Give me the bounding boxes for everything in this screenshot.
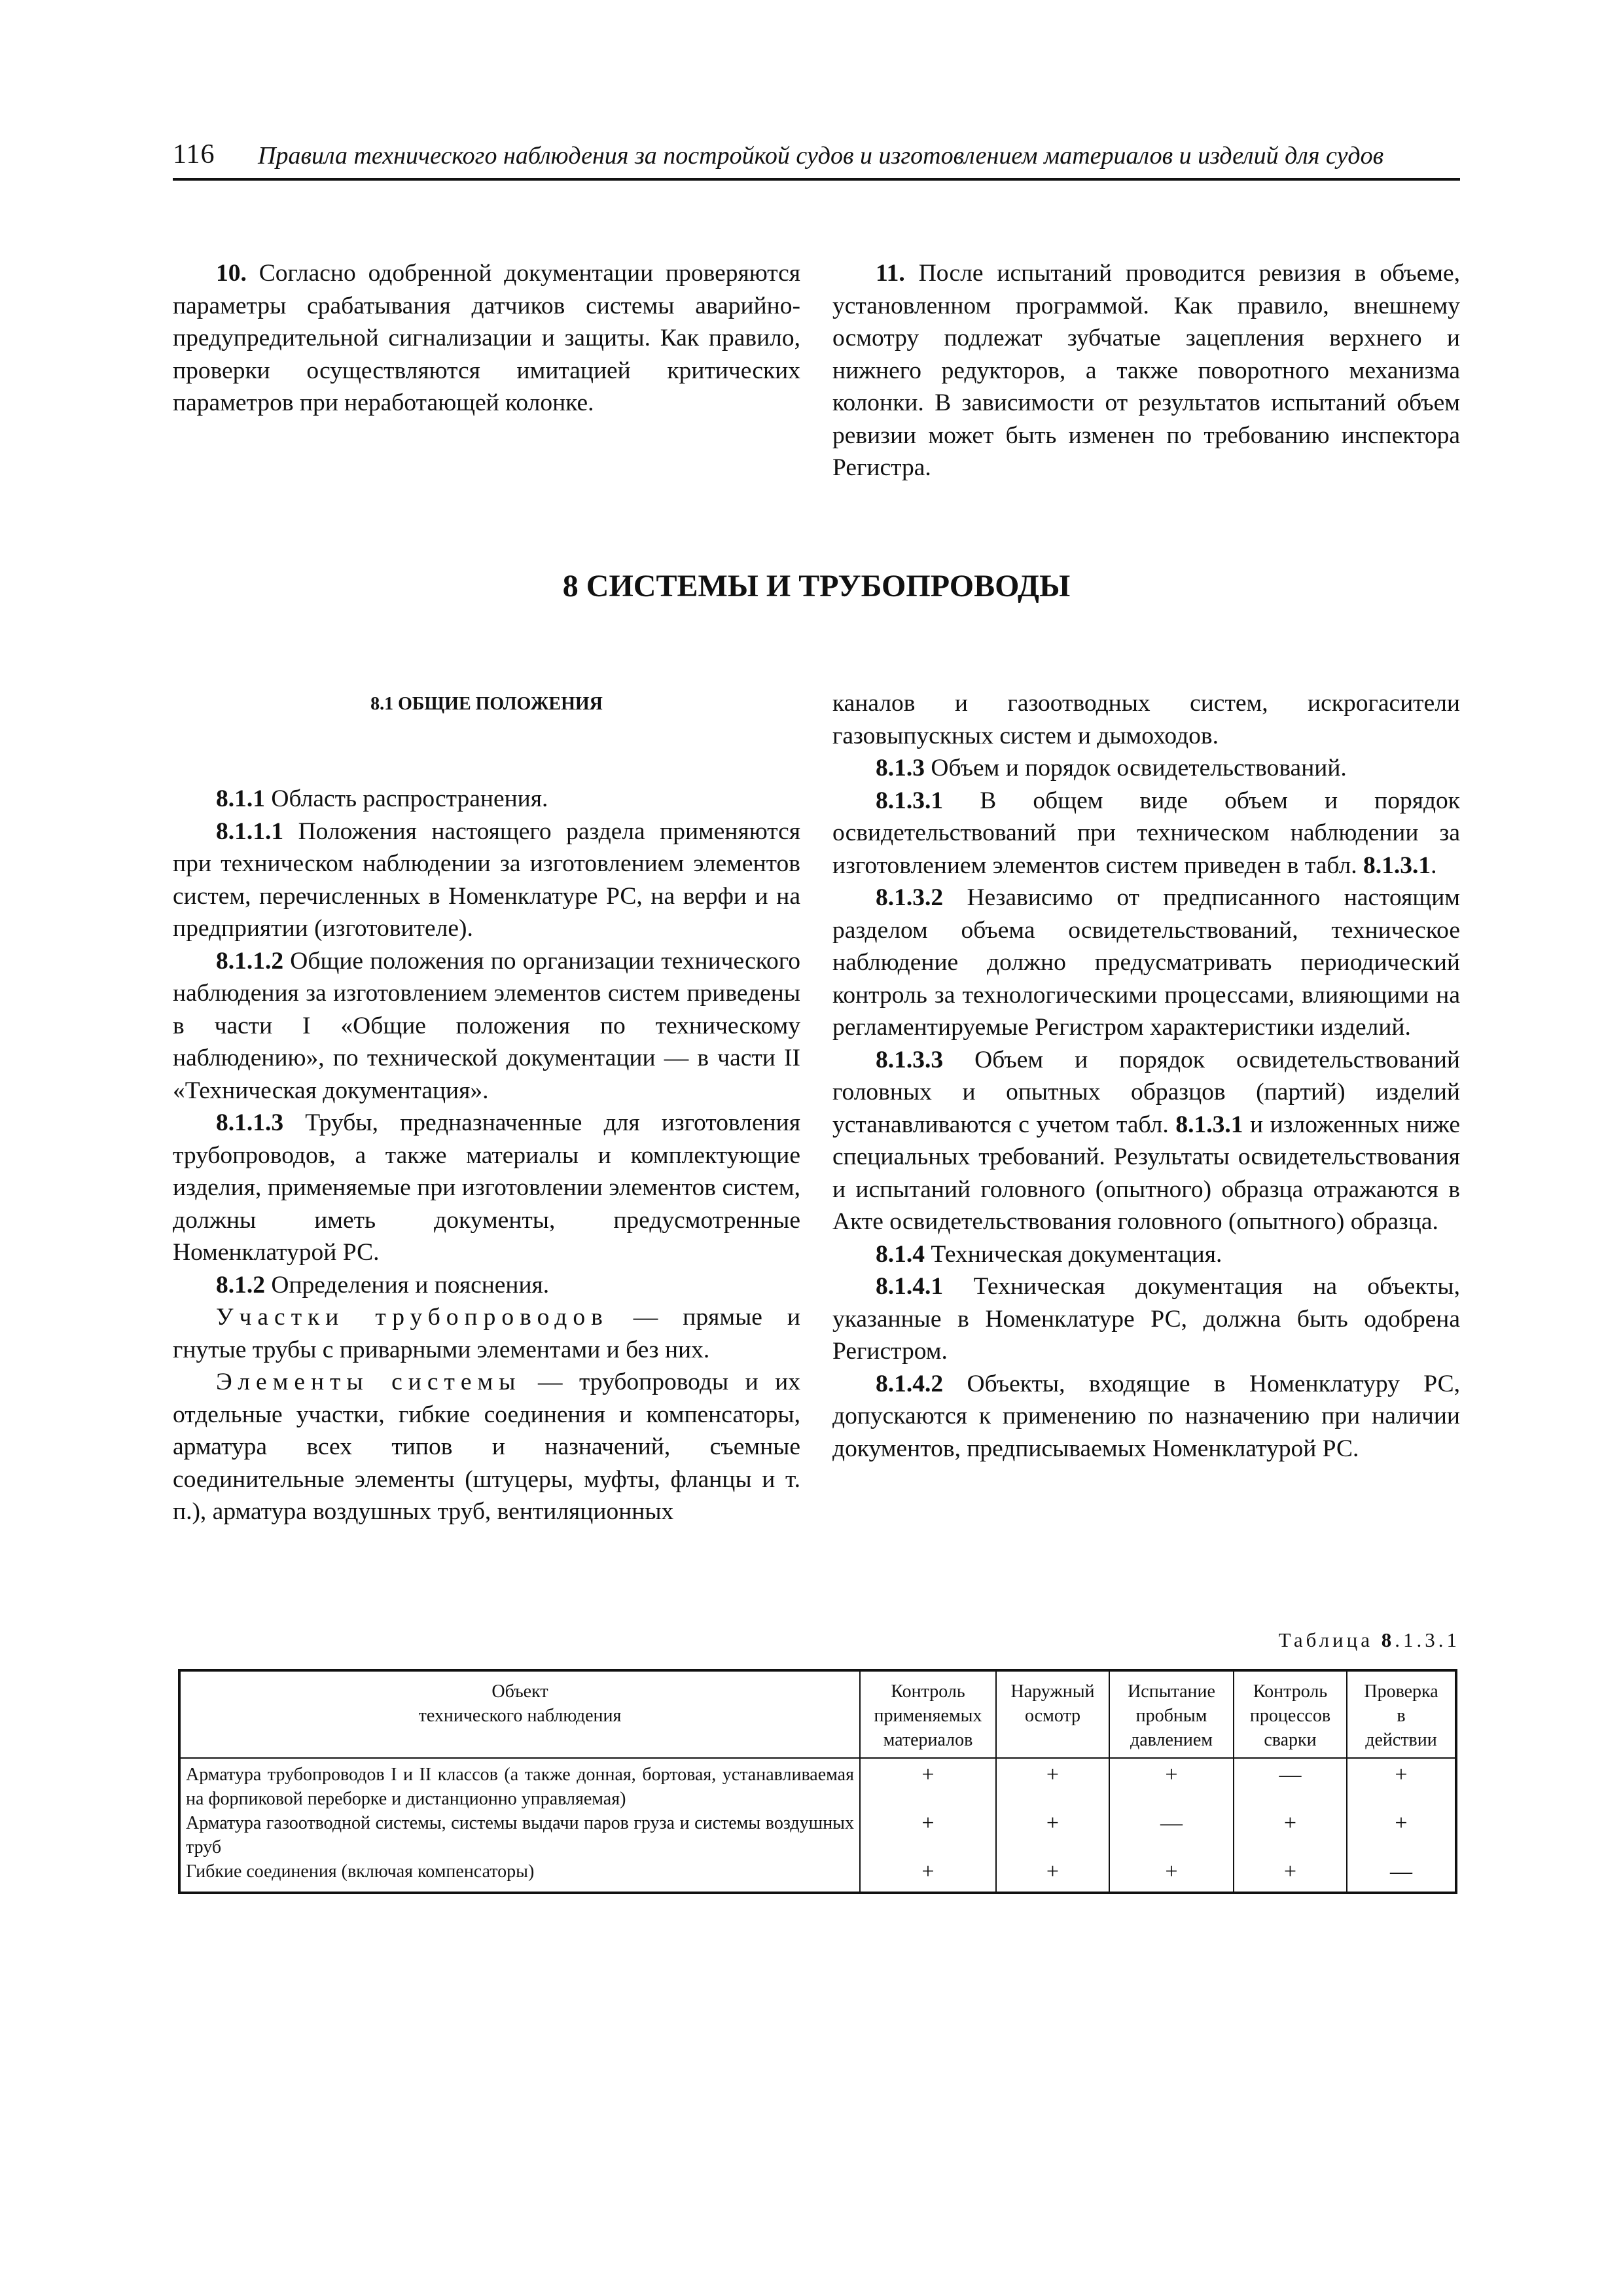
definition-pipe-sections: Участки трубопроводов — прямые и гнутые трубы с приварными элементами и без них. [173,1304,800,1363]
table-cell: + [860,1859,996,1893]
continuation-text: каналов и газоотводных систем, искрогасители газовыпускных систем и дымоходов. [832,690,1460,749]
table-cell: + [996,1811,1109,1859]
left-column [173,783,800,1528]
para-8-1-3-1: 8.1.3.1 В общем виде объем и порядок освидетельствований при техническом наблюдении за изготовлением элементов систем приведен в табл. 8.1.3.1. [832,787,1460,879]
column-header: Контроль процессов сварки [1234,1670,1347,1758]
table-row [179,1859,1456,1893]
column-header: Испытание пробным давлением [1109,1670,1234,1758]
column-header: Контроль применяемых материалов [860,1670,996,1758]
column-header-object: Объект технического наблюдения [179,1670,860,1758]
table-cell: + [1109,1859,1234,1893]
table-cell: + [1234,1811,1347,1859]
para-8-1-4-2: 8.1.4.2 Объекты, входящие в Номенклатуру РС, допускаются к применению по назначению при наличии документов, предписываемых Номенклатурой РС. [832,1370,1460,1462]
table-cell: + [996,1758,1109,1811]
para-8-1-3-2: 8.1.3.2 Независимо от предписанного настоящим разделом объема освидетельствований, техническое наблюдение должно предусматривать периодический контроль за технологическими процессами, влияющими на регламентируемые Регистром характеристики изделий. [832,884,1460,1041]
table-cell: + [1109,1758,1234,1811]
item-11-block [832,257,1460,484]
table-cell: + [1347,1811,1456,1859]
table-cell: + [1347,1758,1456,1811]
para-8-1-1-2: 8.1.1.2 Общие положения по организации технического наблюдения за изготовлением элементов систем приведены в части I «Общие положения по техническому наблюдению», по технической документации — в части II «Техническая документация». [173,947,800,1104]
para-8-1-4: 8.1.4 Техническая документация. [876,1240,1222,1268]
item-11: 11. После испытаний проводится ревизия в объеме, установленном программой. Как правило, внешнему осмотру подлежат зубчатые зацепления верхнего и нижнего редукторов, а также поворотного механизма колонки. В зависимости от результатов испытаний объем ревизии может быть изменен по требованию инспектора Регистра. [832,260,1460,481]
item-10-block [173,257,800,420]
table-cell: — [1347,1859,1456,1893]
table-cell: — [1109,1811,1234,1859]
chapter-title: 8 СИСТЕМЫ И ТРУБОПРОВОДЫ [562,569,1071,603]
table-cell-object: Арматура трубопроводов I и II классов (а также донная, бортовая, устанавливаемая на форпиковой переборке и дистанционно управляемая) [179,1758,860,1811]
running-title: Правила технического наблюдения за постройкой судов и изготовлением материалов и изделий для судов [258,142,1384,170]
table-cell-object: Арматура газоотводной системы, системы выдачи паров груза и системы воздушных труб [179,1811,860,1859]
table-cell: + [996,1859,1109,1893]
para-8-1-3-3: 8.1.3.3 Объем и порядок освидетельствований головных и опытных образцов (партий) изделий устанавливаются с учетом табл. 8.1.3.1 и изложенных ниже специальных требований. Результаты освидетельствования и испытаний головного (опытного) образца отражаются в Акте освидетельствования головного (опытного) образца. [832,1046,1460,1235]
inspection-table [178,1669,1457,1894]
table-row [179,1758,1456,1811]
para-8-1-2: 8.1.2 Определения и пояснения. [216,1271,550,1299]
table-header-row [179,1670,1456,1758]
para-8-1-3: 8.1.3 Объем и порядок освидетельствований. [876,755,1347,781]
table-cell: — [1234,1758,1347,1811]
para-8-1-1-3: 8.1.1.3 Трубы, предназначенные для изготовления трубопроводов, а также материалы и комплектующие изделия, применяемые при изготовлении элементов систем, должны иметь документы, предусмотренные Номенклатурой РС. [173,1109,800,1266]
para-8-1-4-1: 8.1.4.1 Техническая документация на объекты, указанные в Номенклатуре РС, должна быть одобрена Регистром. [832,1273,1460,1365]
para-8-1-1: 8.1.1 Область распространения. [216,785,548,812]
table-cell: + [860,1758,996,1811]
definition-system-elements: Элементы системы — трубопроводы и их отдельные участки, гибкие соединения и компенсаторы, арматура всех типов и назначений, съемные соединительные элементы (штуцеры, муфты, фланцы и т. п.), арматура воздушных труб, вентиляционных [173,1369,800,1525]
table-cell: + [1234,1859,1347,1893]
item-10: 10. Согласно одобренной документации проверяются параметры срабатывания датчиков системы аварийно-предупредительной сигнализации и защиты. Как правило, проверки осуществляются имитацией критических параметров при неработающей колонке. [173,260,800,416]
table-cell-object: Гибкие соединения (включая компенсаторы) [179,1859,860,1893]
table-caption: Таблица 8.1.3.1 [1278,1628,1460,1651]
para-8-1-1-1: 8.1.1.1 Положения настоящего раздела применяются при техническом наблюдении за изготовлением элементов систем, перечисленных в Номенклатуре РС, на верфи и на предприятии (изготовителе). [173,817,800,942]
table-cell: + [860,1811,996,1859]
page-number: 116 [173,139,215,170]
header-rule [173,178,1460,181]
table-row [179,1811,1456,1859]
right-column [832,687,1460,1465]
section-title: 8.1 ОБЩИЕ ПОЛОЖЕНИЯ [370,694,603,714]
column-header: Наружный осмотр [996,1670,1109,1758]
column-header: Проверка в действии [1347,1670,1456,1758]
